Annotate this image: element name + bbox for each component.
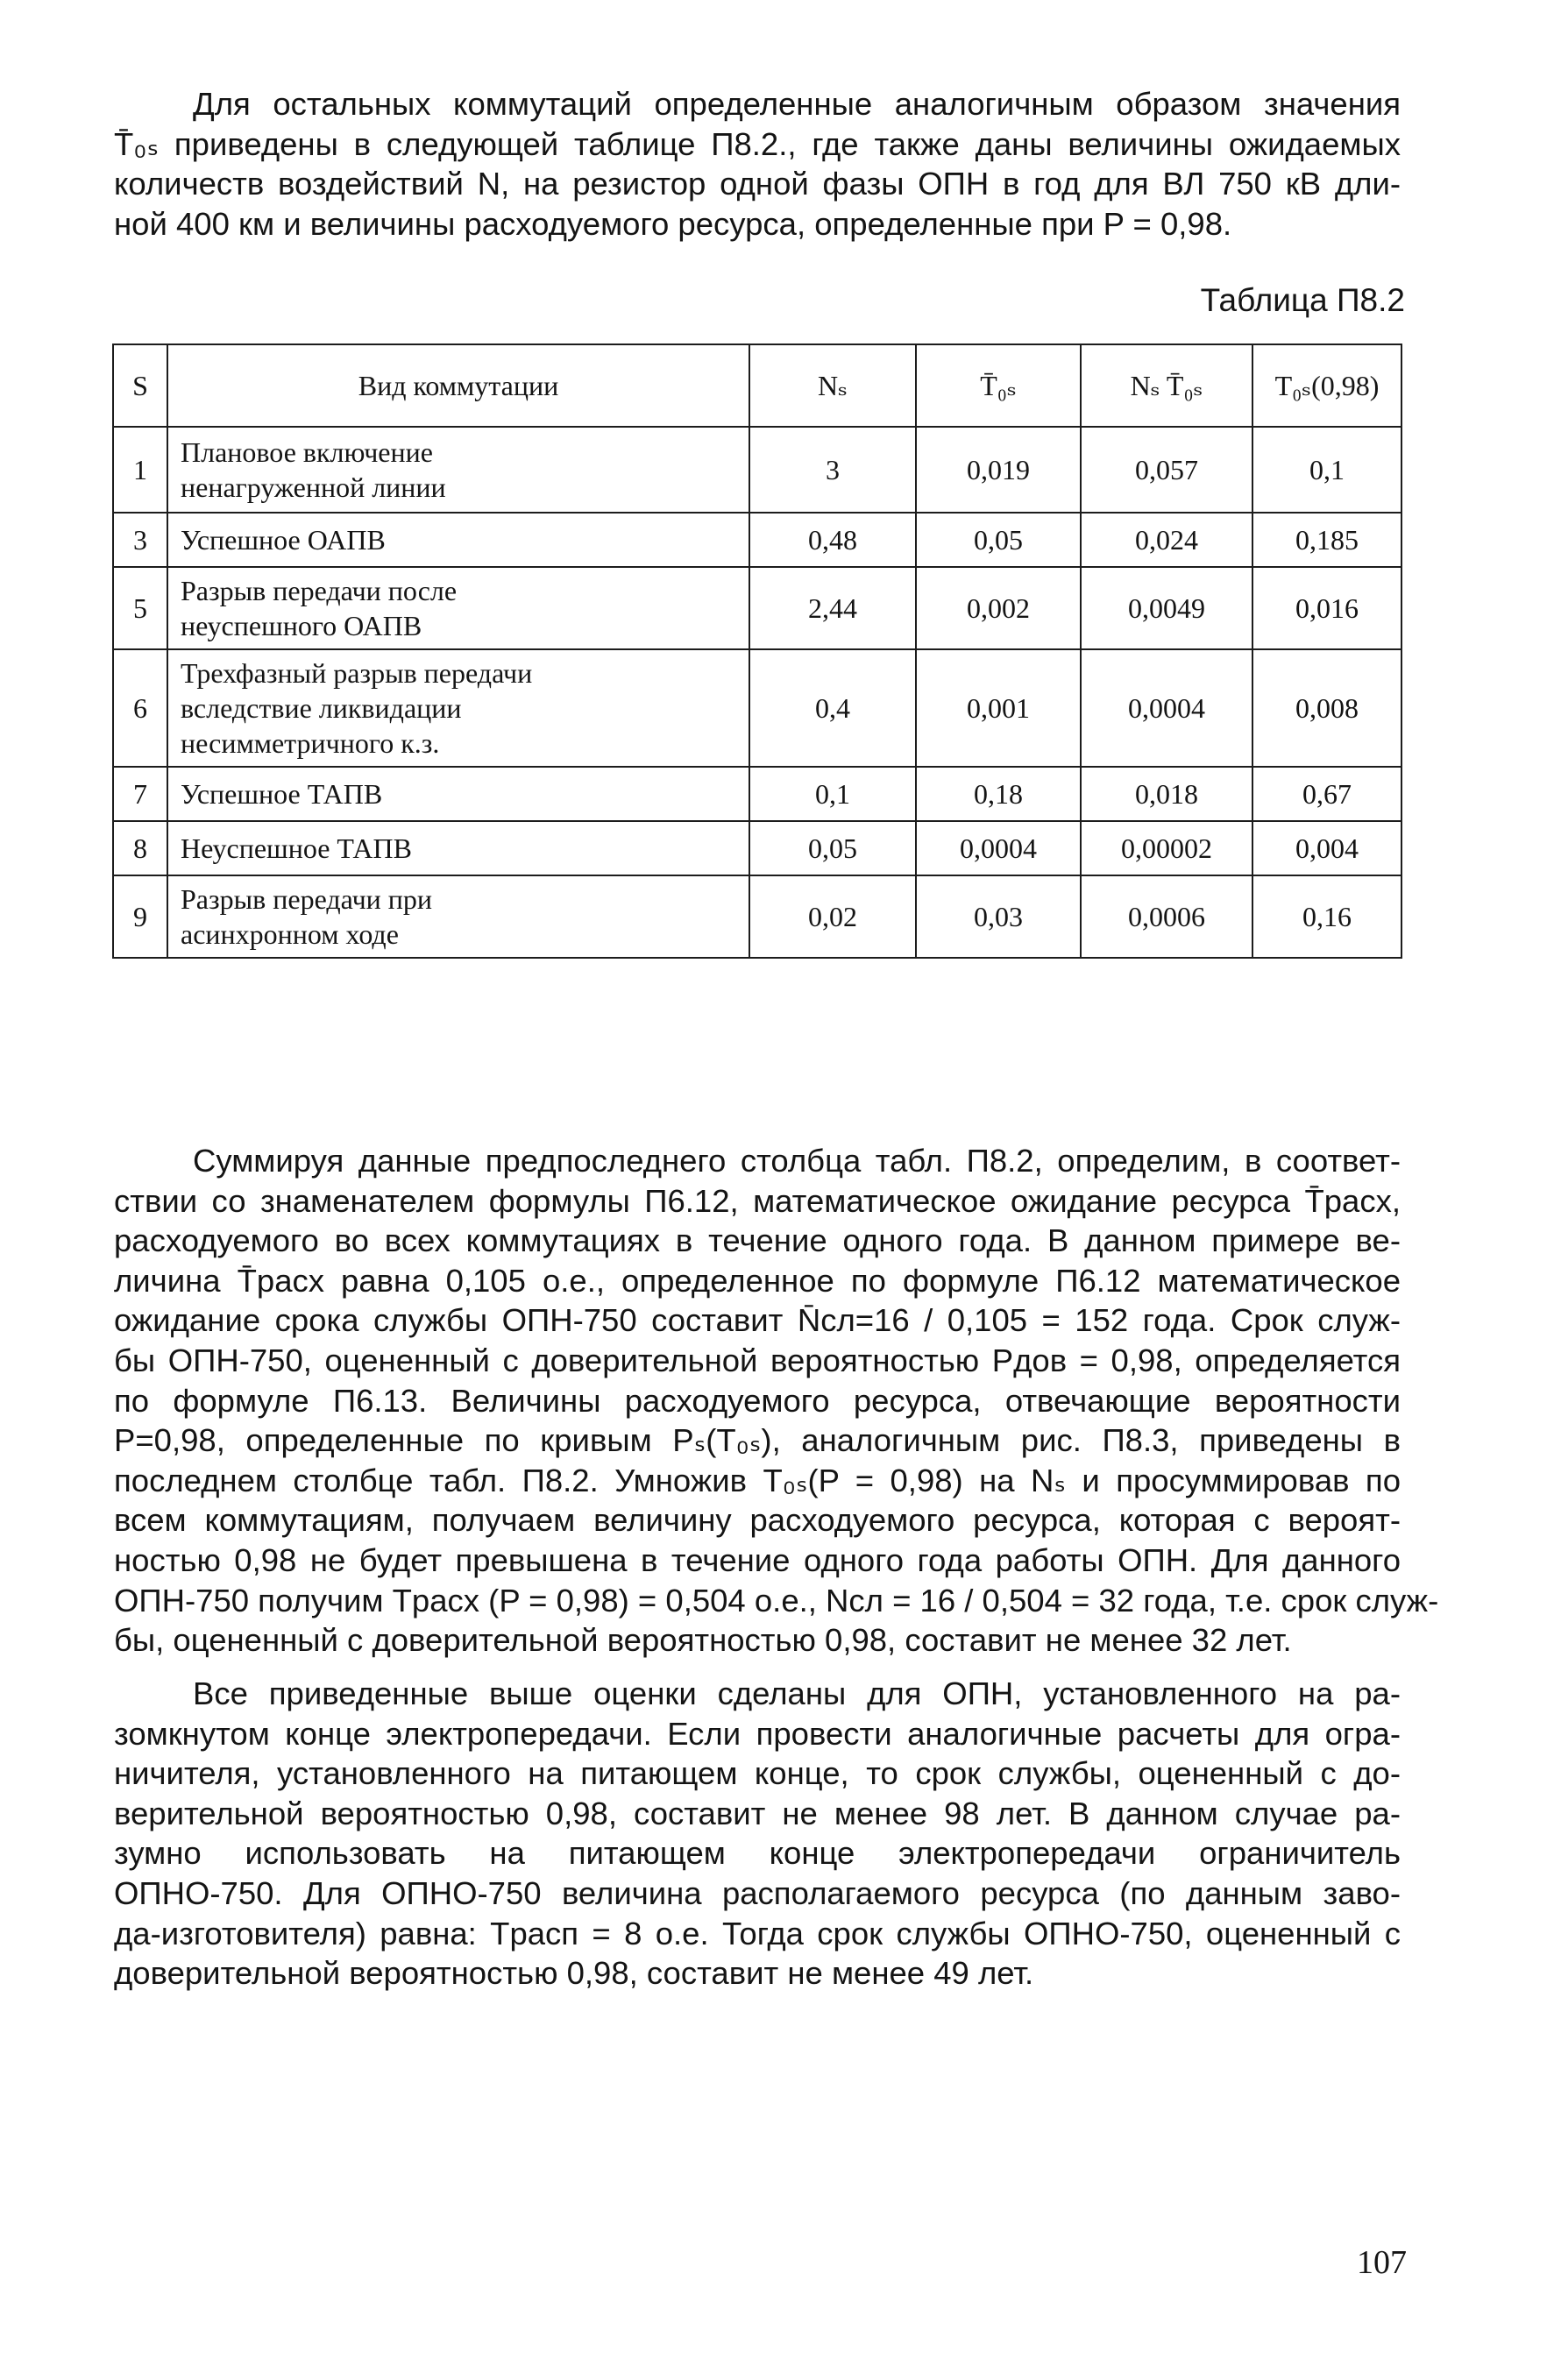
cell-n: 0,4 [749, 649, 916, 767]
cell-text-line: Успешное ТАПВ [181, 778, 383, 810]
text-line: личина T̄расх равна 0,105 о.е., определенное по формуле П6.12 математическое [114, 1262, 1401, 1299]
text-line: количеств воздействий N, на резистор одной фазы ОПН в год для ВЛ 750 кВ дли- [114, 166, 1401, 202]
text-line: ствии со знаменателем формулы П6.12, математическое ожидание ресурса T̄расх, [114, 1182, 1401, 1219]
cell-nt: 0,0006 [1081, 875, 1252, 958]
body-paragraph-2 [114, 1674, 1401, 1994]
text-line: бы ОПН-750, оцененный с доверительной вероятностью Pдов = 0,98, определяется [114, 1342, 1401, 1378]
header-t: T̄₀ₛ [916, 344, 1081, 427]
cell-text-line: Разрыв передачи после [181, 575, 458, 606]
cell-text-line: асинхронном ходе [181, 918, 399, 950]
cell-s: 3 [113, 513, 167, 567]
cell-text-line: несимметричного к.з. [181, 727, 440, 759]
text-line: Для остальных коммутаций определенные аналогичным образом значения [193, 86, 1401, 122]
cell-nt: 0,0049 [1081, 567, 1252, 649]
cell-nt: 0,0004 [1081, 649, 1252, 767]
text-line: верительной вероятностью 0,98, составит не менее 98 лет. В данном случае ра- [114, 1795, 1401, 1831]
cell-t098: 0,185 [1252, 513, 1401, 567]
text-line: расходуемого во всех коммутациях в течение одного года. В данном примере ве- [114, 1222, 1401, 1259]
body-paragraph-1 [114, 1141, 1439, 1661]
text-line: по формуле П6.13. Величины расходуемого ресурса, отвечающие вероятности [114, 1382, 1401, 1419]
cell-commutation-type [167, 767, 749, 821]
cell-s: 9 [113, 875, 167, 958]
cell-t: 0,18 [916, 767, 1081, 821]
cell-s: 7 [113, 767, 167, 821]
cell-text-line: Плановое включение [181, 436, 433, 468]
text-line: P=0,98, определенные по кривым Pₛ(T₀ₛ), аналогичным рис. П8.3, приведены в [114, 1422, 1401, 1459]
text-line: ностью 0,98 не будет превышена в течение одного года работы ОПН. Для данного [114, 1541, 1401, 1578]
cell-text-line: неуспешного ОАПВ [181, 610, 422, 641]
cell-commutation-type [167, 427, 749, 513]
cell-t: 0,001 [916, 649, 1081, 767]
table-caption: Таблица П8.2 [1200, 282, 1405, 318]
cell-t098: 0,16 [1252, 875, 1401, 958]
text-line: T̄₀ₛ приведены в следующей таблице П8.2., где также даны величины ожидаемых [114, 125, 1401, 162]
cell-t: 0,03 [916, 875, 1081, 958]
cell-text-line: вследствие ликвидации [181, 692, 462, 724]
cell-n: 2,44 [749, 567, 916, 649]
cell-n: 0,05 [749, 821, 916, 875]
text-line: ничителя, установленного на питающем конце, то срок службы, оцененный с до- [114, 1755, 1401, 1792]
text-line: да-изготовителя) равна: Tрасп = 8 о.е. Тогда срок службы ОПНО-750, оцененный с [114, 1915, 1401, 1951]
text-line: Все приведенные выше оценки сделаны для ОПН, установленного на ра- [193, 1675, 1401, 1711]
table-row [113, 767, 1401, 821]
cell-commutation-type [167, 875, 749, 958]
text-line: зомкнутом конце электропередачи. Если провести аналогичные расчеты для огра- [114, 1715, 1401, 1752]
cell-t: 0,002 [916, 567, 1081, 649]
cell-s: 6 [113, 649, 167, 767]
cell-n: 0,1 [749, 767, 916, 821]
text-line: всем коммутациям, получаем величину расходуемого ресурса, которая с вероят- [114, 1502, 1401, 1539]
cell-t: 0,0004 [916, 821, 1081, 875]
cell-commutation-type [167, 567, 749, 649]
header-n: Nₛ [749, 344, 916, 427]
cell-s: 5 [113, 567, 167, 649]
cell-nt: 0,024 [1081, 513, 1252, 567]
text-line: бы, оцененный с доверительной вероятностью 0,98, составит не менее 32 лет. [114, 1622, 1292, 1659]
table-row [113, 821, 1401, 875]
cell-t098: 0,004 [1252, 821, 1401, 875]
cell-s: 1 [113, 427, 167, 513]
table-row [113, 649, 1401, 767]
page-number: 107 [1357, 2244, 1407, 2281]
text-line: зумно использовать на питающем конце электропередачи ограничитель [114, 1835, 1401, 1872]
cell-commutation-type [167, 513, 749, 567]
cell-nt: 0,057 [1081, 427, 1252, 513]
cell-text-line: Разрыв передачи при [181, 883, 433, 915]
text-line: ожидание срока службы ОПН-750 составит N̄сл=16 / 0,105 = 152 года. Срок служ- [114, 1302, 1401, 1339]
cell-text-line: ненагруженной линии [181, 471, 446, 503]
cell-s: 8 [113, 821, 167, 875]
table-row [113, 567, 1401, 649]
header-t098: T₀ₛ(0,98) [1252, 344, 1401, 427]
cell-commutation-type [167, 649, 749, 767]
text-line: ОПНО-750. Для ОПНО-750 величина располагаемого ресурса (по данным заво- [114, 1874, 1401, 1911]
cell-t098: 0,1 [1252, 427, 1401, 513]
cell-t098: 0,008 [1252, 649, 1401, 767]
cell-n: 0,02 [749, 875, 916, 958]
cell-n: 3 [749, 427, 916, 513]
header-nt: Nₛ T̄₀ₛ [1081, 344, 1252, 427]
table-row [113, 513, 1401, 567]
cell-nt: 0,00002 [1081, 821, 1252, 875]
text-line: Суммируя данные предпоследнего столбца табл. П8.2, определим, в соответ- [193, 1143, 1401, 1179]
header-s: S [113, 344, 167, 427]
text-line: доверительной вероятностью 0,98, составит не менее 49 лет. [114, 1955, 1034, 1992]
intro-paragraph [114, 84, 1401, 244]
cell-t: 0,05 [916, 513, 1081, 567]
data-table [112, 344, 1402, 959]
cell-t098: 0,67 [1252, 767, 1401, 821]
cell-commutation-type [167, 821, 749, 875]
cell-t: 0,019 [916, 427, 1081, 513]
table-header-row [113, 344, 1401, 427]
text-line: последнем столбце табл. П8.2. Умножив T₀ₛ(P = 0,98) на Nₛ и просуммировав по [114, 1462, 1401, 1498]
table-row [113, 427, 1401, 513]
header-commutation-type: Вид коммутации [167, 344, 749, 427]
table-row [113, 875, 1401, 958]
cell-text-line: Успешное ОАПВ [181, 524, 386, 556]
cell-text-line: Неуспешное ТАПВ [181, 832, 412, 864]
cell-n: 0,48 [749, 513, 916, 567]
cell-nt: 0,018 [1081, 767, 1252, 821]
text-line: ОПН-750 получим Tрасх (P = 0,98) = 0,504 о.е., Nсл = 16 / 0,504 = 32 года, т.е. срок служ- [114, 1582, 1439, 1619]
cell-t098: 0,016 [1252, 567, 1401, 649]
cell-text-line: Трехфазный разрыв передачи [181, 657, 533, 689]
text-line: ной 400 км и величины расходуемого ресурса, определенные при P = 0,98. [114, 205, 1232, 242]
